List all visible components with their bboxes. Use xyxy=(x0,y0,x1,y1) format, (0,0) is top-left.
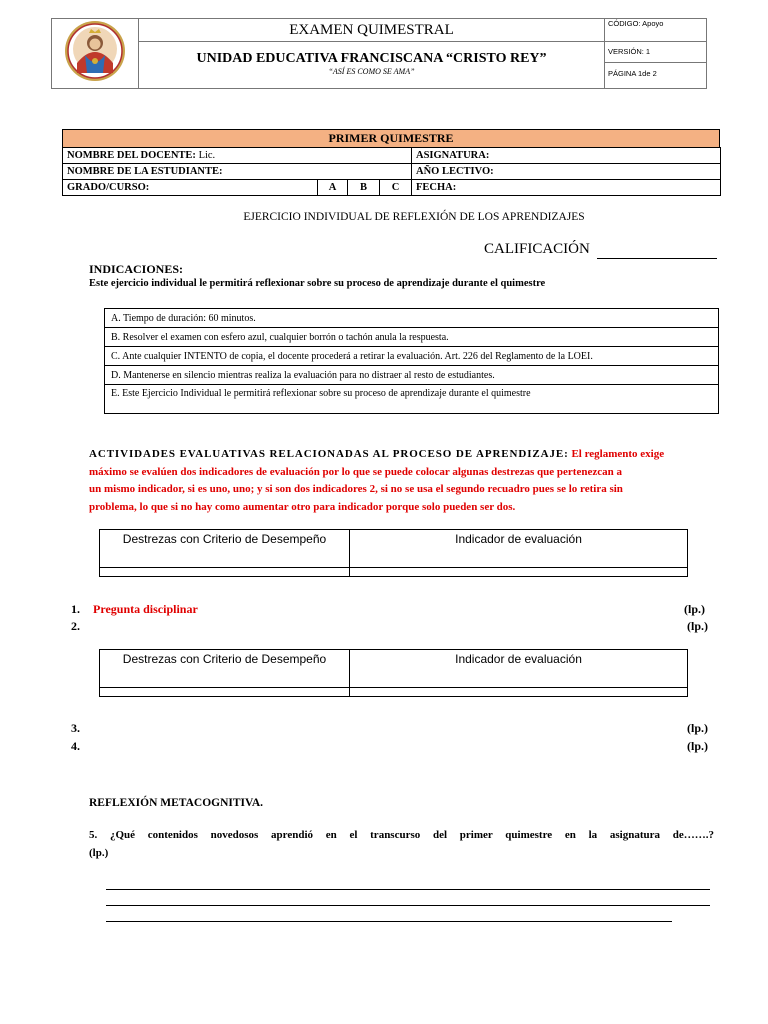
calificacion-label: CALIFICACIÓN xyxy=(484,241,590,257)
actividades-block xyxy=(89,446,713,516)
question-number: 4. xyxy=(71,739,80,753)
fecha-field[interactable] xyxy=(412,180,721,196)
answer-line[interactable] xyxy=(106,889,710,890)
docente-field[interactable] xyxy=(63,148,412,164)
paralelo-c: C xyxy=(391,182,400,193)
answer-line[interactable] xyxy=(106,921,672,922)
indicador-cell[interactable] xyxy=(350,568,688,577)
info-row-estudiante xyxy=(63,164,721,180)
school-motto: “ASÍ ES COMO SE AMA” xyxy=(328,67,415,76)
paralelo-b: B xyxy=(359,182,367,193)
reflexion-heading: REFLEXIÓN METACOGNITIVA. xyxy=(89,797,264,809)
actividades-heading: ACTIVIDADES EVALUATIVAS RELACIONADAS AL PROCESO DE APRENDIZAJE: xyxy=(89,448,569,460)
question-points: (lp.) xyxy=(687,739,708,753)
destrezas-table-1 xyxy=(99,529,688,577)
actividades-note-line: un mismo indicador, si es uno, uno; y si son dos indicadores 2, si no se usa el segundo recuadro pues se lo retira sin xyxy=(89,483,623,495)
question-text: Pregunta disciplinar xyxy=(93,602,198,616)
indicaciones-heading: INDICACIONES: xyxy=(89,262,184,276)
paralelo-c-cell[interactable] xyxy=(380,180,412,196)
question-number: 1. xyxy=(71,602,80,616)
student-info-table xyxy=(62,147,721,196)
exam-title-cell xyxy=(139,19,605,42)
quimestre-band xyxy=(62,129,720,148)
instructions-table xyxy=(104,308,719,414)
indicador-header: Indicador de evaluación xyxy=(350,530,688,568)
question-points: (lp.) xyxy=(684,602,705,616)
school-logo-cell xyxy=(52,19,139,89)
school-name: UNIDAD EDUCATIVA FRANCISCANA “CRISTO REY” xyxy=(196,51,547,66)
actividades-note-line: máximo se evalúen dos indicadores de evaluación por lo que se puede colocar algunas destrezas que pertenezcan a xyxy=(89,465,622,478)
actividades-note-start: El reglamento exige xyxy=(571,448,665,460)
docente-label: NOMBRE DEL DOCENTE: xyxy=(67,150,196,161)
asignatura-field[interactable] xyxy=(412,148,721,164)
instruction-item: B. Resolver el examen con esfero azul, cualquier borrón o tachón anula la respuesta. xyxy=(105,328,719,347)
codigo-cell xyxy=(605,19,707,42)
grado-field[interactable] xyxy=(63,180,318,196)
actividades-note-line: problema, lo que si no hay como aumentar otro para indicador porque solo pueden ser dos. xyxy=(89,500,516,513)
question-5-text: 5. ¿Qué contenidos novedosos aprendió en el transcurso del primer quimestre en la asignatura de…….? xyxy=(89,829,714,841)
estudiante-label: NOMBRE DE LA ESTUDIANTE: xyxy=(67,166,223,177)
instruction-item: A. Tiempo de duración: 60 minutos. xyxy=(105,309,719,328)
question-points: (lp.) xyxy=(687,619,708,633)
paralelo-a-cell[interactable] xyxy=(318,180,348,196)
estudiante-field[interactable] xyxy=(63,164,412,180)
destrezas-header: Destrezas con Criterio de Desempeño xyxy=(100,530,350,568)
grado-label: GRADO/CURSO: xyxy=(67,182,150,193)
indicador-header: Indicador de evaluación xyxy=(350,650,688,688)
answer-line[interactable] xyxy=(106,905,710,906)
lectivo-field[interactable] xyxy=(412,164,721,180)
question-points: (lp.) xyxy=(687,721,708,735)
indicaciones-text: Este ejercicio individual le permitirá reflexionar sobre su proceso de aprendizaje durante el quimestre xyxy=(89,278,546,289)
calificacion-line[interactable] xyxy=(597,258,717,259)
paralelo-b-cell[interactable] xyxy=(348,180,380,196)
question-number: 2. xyxy=(71,619,80,633)
paralelo-a: A xyxy=(328,182,337,193)
info-row-grado xyxy=(63,180,721,196)
version-page-cell xyxy=(605,42,707,89)
school-logo-icon xyxy=(63,19,127,83)
school-name-cell xyxy=(139,42,605,89)
destrezas-table-2 xyxy=(99,649,688,697)
instruction-item: D. Mantenerse en silencio mientras realiza la evaluación para no distraer al resto de estudiantes. xyxy=(105,366,719,385)
destrezas-cell[interactable] xyxy=(100,568,350,577)
quimestre-label: PRIMER QUIMESTRE xyxy=(328,131,454,145)
destrezas-header: Destrezas con Criterio de Desempeño xyxy=(100,650,350,688)
exercise-title: EJERCICIO INDIVIDUAL DE REFLEXIÓN DE LOS APRENDIZAJES xyxy=(243,211,585,223)
version-label: VERSIÓN: 1 xyxy=(605,42,706,63)
question-number: 3. xyxy=(71,721,80,735)
page-label: PÁGINA 1de 2 xyxy=(608,69,657,78)
exam-title: EXAMEN QUIMESTRAL xyxy=(289,22,454,38)
fecha-label: FECHA: xyxy=(416,182,457,193)
instruction-item: E. Este Ejercicio Individual le permitirá reflexionar sobre su proceso de aprendizaje durante el quimestre xyxy=(105,385,719,414)
lectivo-label: AÑO LECTIVO: xyxy=(416,166,494,177)
asignatura-label: ASIGNATURA: xyxy=(416,150,490,161)
question-5-points: (lp.) xyxy=(89,847,109,859)
indicador-cell[interactable] xyxy=(350,688,688,697)
codigo-label: CÓDIGO: Apoyo xyxy=(608,19,664,28)
destrezas-cell[interactable] xyxy=(100,688,350,697)
info-row-docente xyxy=(63,148,721,164)
document-header xyxy=(51,18,707,89)
docente-value: Lic. xyxy=(195,150,216,161)
instruction-item: C. Ante cualquier INTENTO de copia, el docente procederá a retirar la evaluación. Art. 226 del Reglamento de la LOEI. xyxy=(105,347,719,366)
